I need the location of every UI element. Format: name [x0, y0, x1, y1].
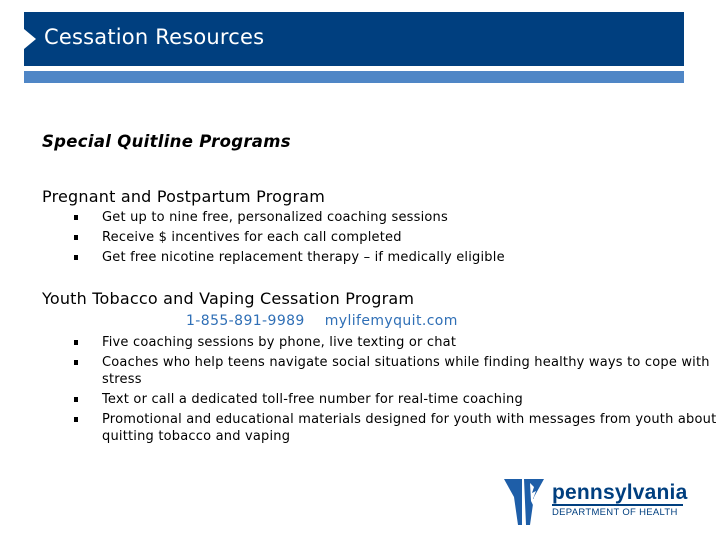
logo-wordmark: pennsylvania — [552, 481, 688, 504]
bullet-icon — [74, 417, 78, 422]
accent-bar — [24, 71, 684, 83]
list-item — [74, 249, 505, 266]
keystone-icon — [500, 477, 548, 527]
bullet-icon — [74, 255, 78, 260]
pennsylvania-logo — [500, 477, 700, 527]
bullet-text: Get up to nine free, personalized coaching sessions — [102, 210, 448, 225]
bullet-text: Text or call a dedicated toll-free number for real-time coaching — [102, 392, 523, 407]
logo-divider — [552, 504, 683, 506]
phone-number[interactable]: 1-855-891-9989 — [186, 313, 305, 329]
section-title-pregnant-program: Pregnant and Postpartum Program — [42, 187, 326, 206]
bullet-icon — [74, 215, 78, 220]
section-title-youth-program: Youth Tobacco and Vaping Cessation Program — [42, 289, 415, 308]
logo-department: DEPARTMENT OF HEALTH — [552, 507, 678, 518]
bullet-list-youth-program — [74, 334, 720, 448]
title-bar — [24, 12, 684, 66]
bullet-text: Promotional and educational materials designed for youth with messages from youth about quitting tobacco and vaping — [102, 412, 717, 444]
list-item — [74, 229, 505, 246]
bullet-text: Coaches who help teens navigate social situations while finding healthy ways to cope with stress — [102, 355, 710, 387]
list-item — [74, 391, 720, 408]
list-item — [74, 411, 720, 445]
list-item — [74, 334, 720, 351]
bullet-icon — [74, 397, 78, 402]
list-item — [74, 354, 720, 388]
contact-line — [186, 313, 458, 329]
chevron-right-icon — [24, 29, 36, 49]
bullet-icon — [74, 235, 78, 240]
bullet-text: Five coaching sessions by phone, live texting or chat — [102, 335, 457, 350]
section-subtitle: Special Quitline Programs — [42, 132, 291, 151]
bullet-icon — [74, 340, 78, 345]
page-title: Cessation Resources — [44, 25, 265, 49]
bullet-text: Get free nicotine replacement therapy – if medically eligible — [102, 250, 505, 265]
bullet-text: Receive $ incentives for each call completed — [102, 230, 402, 245]
list-item — [74, 209, 505, 226]
bullet-list-pregnant-program — [74, 209, 505, 269]
bullet-icon — [74, 360, 78, 365]
website-link[interactable]: mylifemyquit.com — [324, 313, 458, 329]
